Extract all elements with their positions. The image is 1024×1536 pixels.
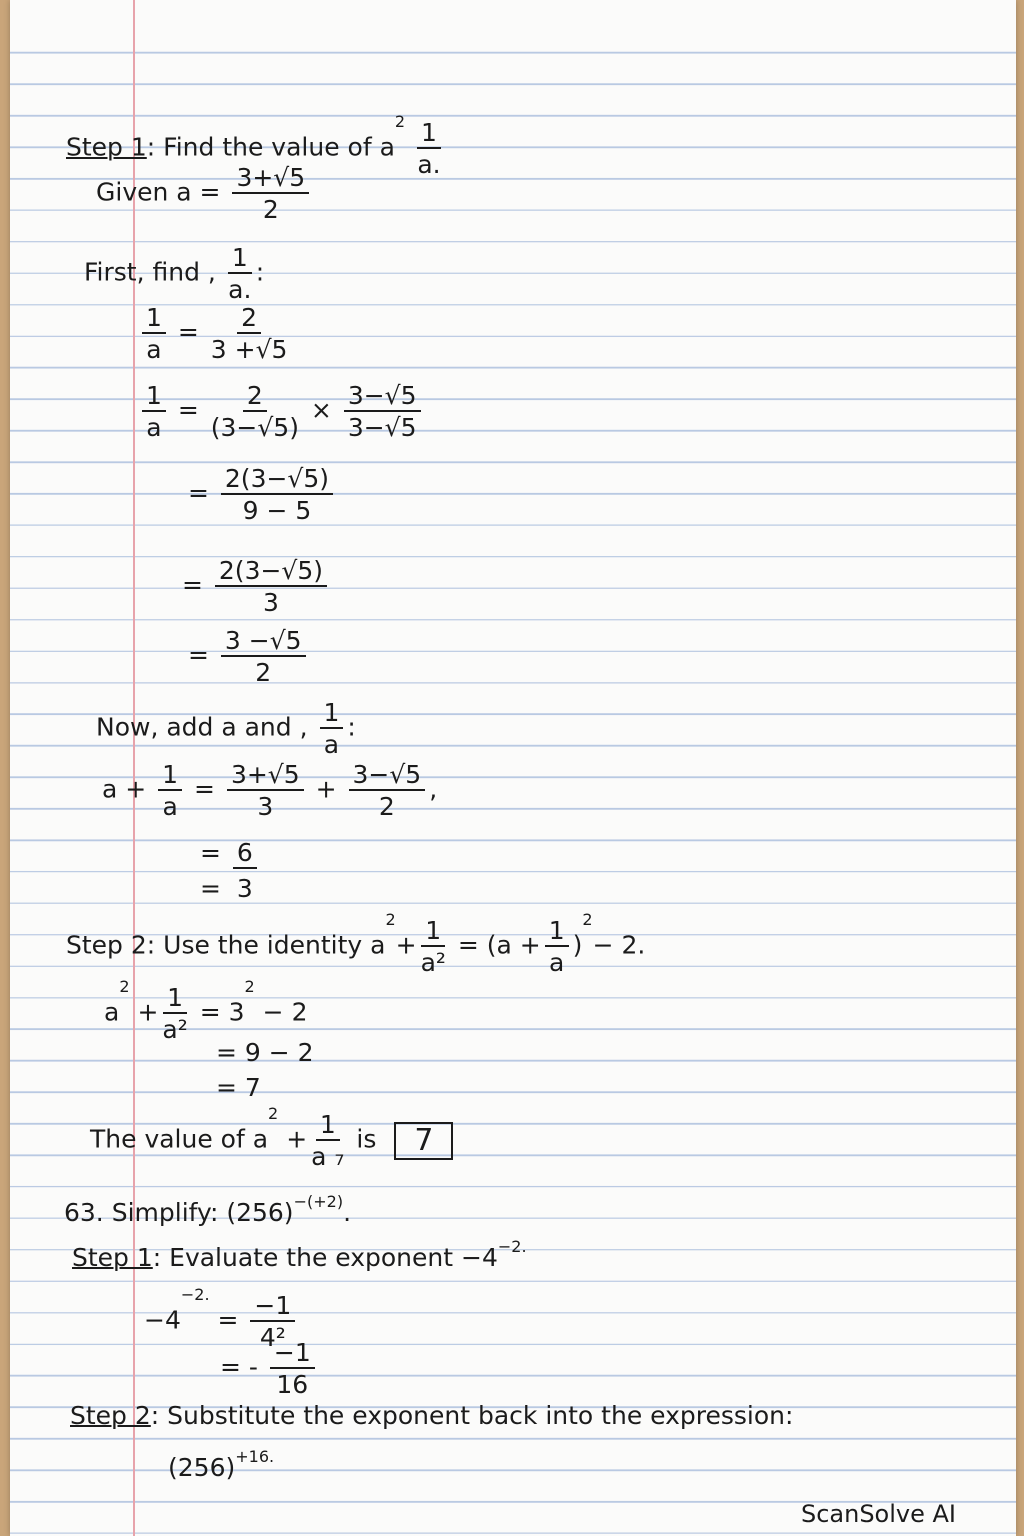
first-find-line: First, find , $\frac{1}{a.}$ : <box>84 243 265 304</box>
reciprocal-row-3: = $\frac{2(3-√5)}{9 - 5}$ <box>188 466 337 523</box>
calc-row-2: = 9 − 2 <box>216 1038 314 1067</box>
value-line: The value of $a^2$ + $\frac{1}{\text{a ₇}}$ is 7 <box>90 1112 453 1169</box>
step2b-heading: Step 2: Substitute the exponent back into the expression: <box>70 1401 794 1430</box>
problem-63: 63. Simplify: $(256)^{-(+2)}$. <box>64 1192 352 1227</box>
reciprocal-row-2: $\frac{1}{a}$ = $\frac{2}{(3-√5)}$ × $\frac{3-√5}{3-√5}$ <box>138 383 425 440</box>
calc-row-3: = 7 <box>216 1073 261 1102</box>
given-line: Given a = $\frac{3+√5}{2}$ <box>96 165 313 222</box>
reciprocal-row-4: = $\frac{2(3-√5)}{3}$ <box>182 558 331 615</box>
step1-heading: Step 1: Find the value of $a^2$ $\frac{1}{a.}$ <box>66 112 441 179</box>
sum-result-1: = 6 <box>200 840 261 869</box>
final-expression: $(256)^{+16.}$ <box>168 1447 275 1482</box>
reciprocal-row-5: = $\frac{3 -√5}{2}$ <box>188 628 310 685</box>
calc-row-1: $a^2$ + $\frac{1}{\text{a²}}$ = $3^2 - 2$ <box>104 977 308 1044</box>
brand-watermark: ScanSolve AI <box>800 1500 956 1528</box>
sum-row: a + $\frac{1}{a}$ = $\frac{3+√5}{3}$ + $\frac{3-√5}{2}$ , <box>102 760 438 821</box>
reciprocal-row-1: $\frac{1}{a}$ = $\frac{2}{3 +√5}$ <box>138 305 291 362</box>
now-add-line: Now, add a and , $\frac{1}{a}$ : <box>96 698 356 759</box>
step2-heading: Step 2: Use the identity $a^2+$ $\frac{1}{\text{a²}}$ = (a + $\frac{1}{a}$ )$^2$− 2. <box>66 910 646 977</box>
notebook-page <box>10 0 1016 1536</box>
sum-result-2: = 3 <box>200 874 253 903</box>
exponent-row-2: = - $\frac{-1}{16}$ <box>220 1340 319 1397</box>
answer-box: 7 <box>394 1122 453 1160</box>
step1b-heading: Step 1: Evaluate the exponent $-4^{-2.}$ <box>72 1237 527 1272</box>
exponent-row-1: $-4^{-2.}$ = $\frac{-1}{\text{4²}}$ <box>144 1293 299 1350</box>
